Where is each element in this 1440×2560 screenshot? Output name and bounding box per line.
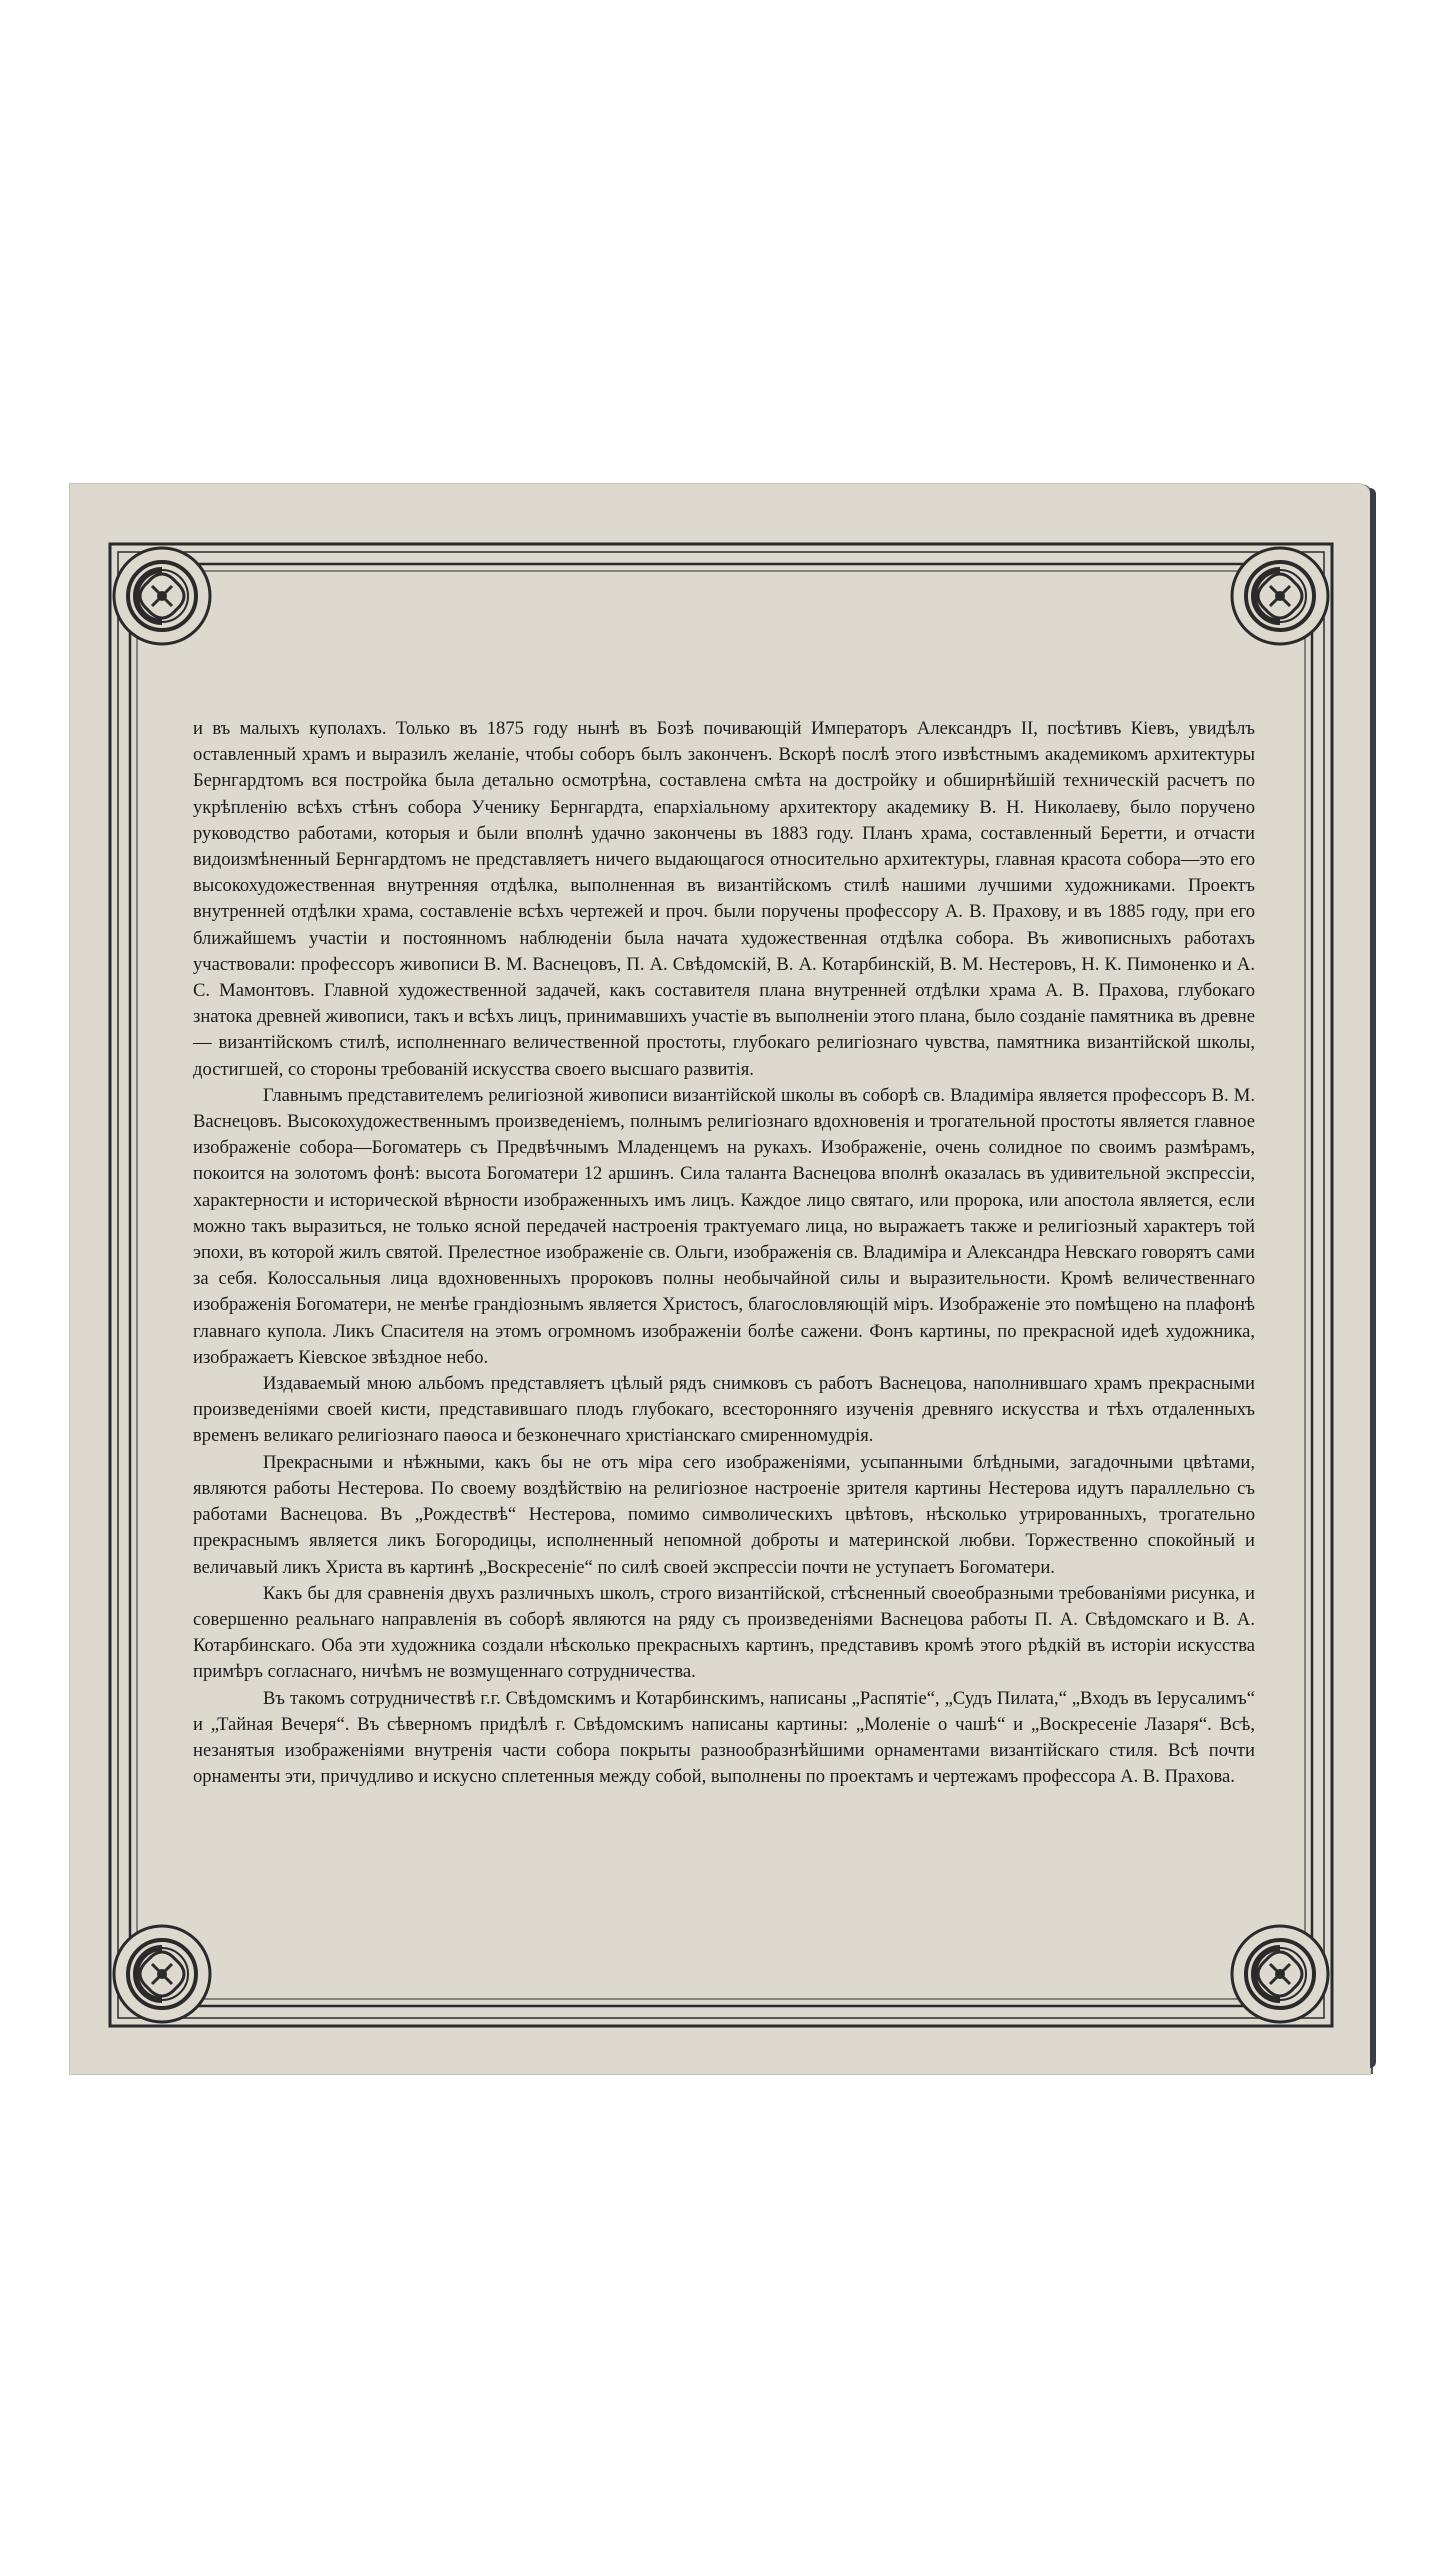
paragraph-1: и въ малыхъ куполахъ. Только въ 1875 году нынѣ въ Бозѣ почивающій Императоръ Александръ II, посѣтивъ Кіевъ, увидѣлъ оставленный храмъ и выразилъ желаніе, чтобы соборъ былъ законченъ. Вскорѣ послѣ этого извѣстнымъ академикомъ архитектуры Бернгардтомъ вся постройка была детально осмотрѣна, составлена смѣта на достройку и обширнѣйшій техническій расчетъ по укрѣпленію всѣхъ стѣнъ собора Ученику Бернгардта, епархіальному архитектору академику В. Н. Николаеву, было поручено руководство работами, которыя и были вполнѣ удачно закончены въ 1883 году. Планъ храма, составленный Беретти, и отчасти видоизмѣненный Бернгардтомъ не представляетъ ничего выдающагося относительно архитектуры, главная красота собора—это его высокохудожественная внутренняя отдѣлка, выполненная въ византійскомъ стилѣ нашими лучшими художниками. Проектъ внутренней отдѣлки храма, составленіе всѣхъ чертежей и проч. были поручены профессору А. В. Прахову, и въ 1885 году, при его ближайшемъ участіи и постоянномъ наблюденіи была начата художественная отдѣлка собора. Въ живописныхъ работахъ участвовали: профессоръ живописи В. М. Васнецовъ, П. А. Свѣдомскій, В. А. Котарбинскій, В. М. Нестеровъ, Н. К. Пимоненко и А. С. Мамонтовъ. Главной художественной задачей, какъ составителя плана внутренней отдѣлки храма А. В. Прахова, глубокаго знатока древней живописи, такъ и всѣхъ лицъ, принимавшихъ участіе въ выполненіи этого плана, было созданіе памятника въ древне — византійскомъ стилѣ, исполненнаго величественной простоты, глубокаго религіознаго чувства, памятника византійской школы, достигшей, со стороны требованій искусства своего высшаго развитія. <box>193 718 1255 1080</box>
paragraph-2: Главнымъ представителемъ религіозной живописи византійской школы въ соборѣ св. Владиміра является профессоръ В. М. Васнецовъ. Высокохудожественнымъ произведеніемъ, полнымъ религіознаго вдохновенія и трогательной простоты является главное изображеніе собора—Богоматерь съ Предвѣчнымъ Младенцемъ на рукахъ. Изображеніе, очень солидное по своимъ размѣрамъ, покоится на золотомъ фонѣ: высота Богоматери 12 аршинъ. Сила таланта Васнецова вполнѣ оказалась въ удивительной экспрессіи, характерности и исторической вѣрности изображенныхъ имъ лицъ. Каждое лицо святаго, или пророка, или апостола является, если можно такъ выразиться, не только ясной передачей настроенія трактуемаго лица, но выражаетъ также и религіозный характеръ той эпохи, въ которой жилъ святой. Прелестное изображеніе св. Ольги, изображенія св. Владиміра и Александра Невскаго говорятъ сами за себя. Колоссальныя лица вдохновенныхъ пророковъ полны необычайной силы и выразительности. Кромѣ величественнаго изображенія Богоматери, не менѣе грандіознымъ является Христосъ, благословляющій міръ. Изображеніе это помѣщено на плафонѣ главнаго купола. Ликъ Спасителя на этомъ огромномъ изображеніи болѣе сажени. Фонъ картины, по прекрасной идеѣ художника, изображаетъ Кіевское звѣздное небо. <box>193 1084 1255 1368</box>
paragraph-6: Въ такомъ сотрудничествѣ г.г. Свѣдомскимъ и Котарбинскимъ, написаны „Распятіе“, „Судъ Пилата,“ „Входъ въ Іерусалимъ“ и „Тайная Вечеря“. Въ сѣверномъ придѣлѣ г. Свѣдомскимъ написаны картины: „Моленіе о чашѣ“ и „Воскресеніе Лазаря“. Всѣ, незанятыя изображеніями внутренія части собора покрыты разнообразнѣйшими орнаментами византійскаго стиля. Всѣ почти орнаменты эти, причудливо и искусно сплетенныя между собой, выполнены по проектамъ и чертежамъ профессора А. В. Прахова. <box>193 1687 1255 1788</box>
corner-ornament-bottom-right <box>1232 1926 1328 2022</box>
paragraph-5: Какъ бы для сравненія двухъ различныхъ школъ, строго византійской, стѣсненный своеобразными требованіями рисунка, и совершенно реальнаго направленія въ соборѣ являются на ряду съ произведеніями Васнецова работы П. А. Свѣдомскаго и В. А. Котарбинскаго. Оба эти художника создали нѣсколько прекрасныхъ картинъ, представивъ кромѣ этого рѣдкій въ исторіи искусства примѣръ согласнаго, ничѣмъ не возмущеннаго сотрудничества. <box>193 1582 1255 1683</box>
paragraph-4: Прекрасными и нѣжными, какъ бы не отъ міра сего изображеніями, усыпанными блѣдными, загадочными цвѣтами, являются работы Нестерова. По своему воздѣйствію на религіозное настроеніе зрителя картины Нестерова идутъ параллельно съ работами Васнецова. Въ „Рождествѣ“ Нестерова, помимо символическихъ цвѣтовъ, нѣсколько утрированныхъ, трогательно прекраснымъ является ликъ Богородицы, исполненный непомной доброты и материнской любви. Торжественно спокойный и величавый ликъ Христа въ картинѣ „Воскресеніе“ по силѣ своей экспрессіи почти не уступаетъ Богоматери. <box>193 1451 1255 1578</box>
corner-ornament-top-right <box>1232 548 1328 644</box>
page-edge <box>1370 488 1376 2068</box>
corner-ornament-top-left <box>114 548 210 644</box>
article-text <box>193 716 1255 1790</box>
paragraph-3: Издаваемый мною альбомъ представляетъ цѣлый рядъ снимковъ съ работъ Васнецова, наполнившаго храмъ прекрасными произведеніями своей кисти, представившаго плодъ глубокаго, всесторонняго изученія древняго искусства и тѣхъ отдаленныхъ временъ великаго религіознаго паѳоса и безконечнаго христіанскаго смиренномудрія. <box>193 1373 1255 1447</box>
corner-ornament-bottom-left <box>114 1926 210 2022</box>
book-page <box>70 484 1370 2074</box>
